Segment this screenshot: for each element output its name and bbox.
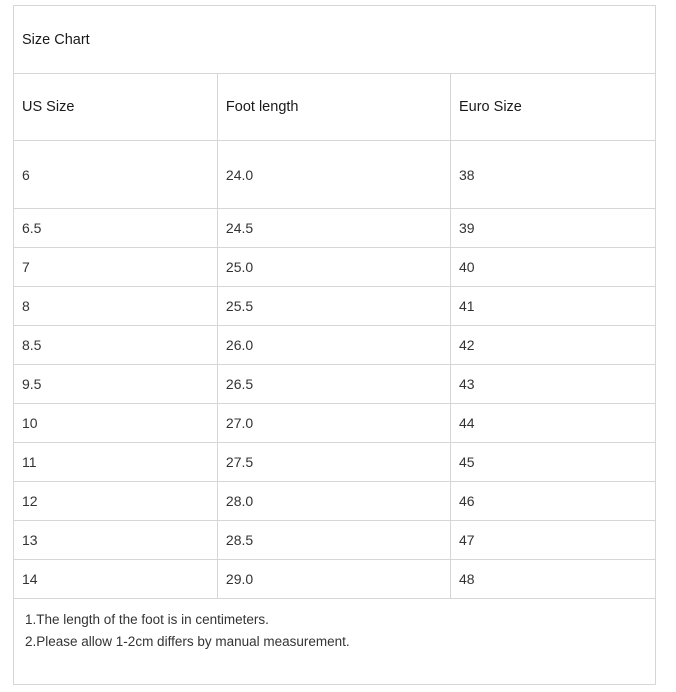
- cell-us-size: 10: [14, 404, 218, 443]
- table-row: [14, 248, 656, 287]
- table-row: [14, 141, 656, 209]
- cell-euro-size: 39: [450, 209, 655, 248]
- cell-us-size: 9.5: [14, 365, 218, 404]
- cell-us-size: 7: [14, 248, 218, 287]
- cell-foot-length: 24.0: [217, 141, 450, 209]
- cell-euro-size: 47: [450, 521, 655, 560]
- table-title: Size Chart: [14, 6, 656, 74]
- cell-us-size: 6.5: [14, 209, 218, 248]
- table-row: [14, 560, 656, 599]
- cell-euro-size: 48: [450, 560, 655, 599]
- cell-foot-length: 28.5: [217, 521, 450, 560]
- note-line: 2.Please allow 1-2cm differs by manual measurement.: [25, 634, 350, 649]
- cell-us-size: 14: [14, 560, 218, 599]
- table-row: [14, 482, 656, 521]
- cell-euro-size: 38: [450, 141, 655, 209]
- note-line: 1.The length of the foot is in centimeters.: [25, 612, 269, 627]
- cell-us-size: 12: [14, 482, 218, 521]
- cell-euro-size: 45: [450, 443, 655, 482]
- cell-us-size: 8.5: [14, 326, 218, 365]
- cell-foot-length: 27.0: [217, 404, 450, 443]
- notes-cell: [14, 599, 656, 685]
- cell-foot-length: 25.0: [217, 248, 450, 287]
- header-foot-length: Foot length: [217, 74, 450, 141]
- notes-row: [14, 599, 656, 685]
- cell-foot-length: 29.0: [217, 560, 450, 599]
- cell-euro-size: 44: [450, 404, 655, 443]
- cell-us-size: 6: [14, 141, 218, 209]
- cell-euro-size: 43: [450, 365, 655, 404]
- cell-us-size: 11: [14, 443, 218, 482]
- title-row: [14, 6, 656, 74]
- cell-foot-length: 28.0: [217, 482, 450, 521]
- table-row: [14, 365, 656, 404]
- table-row: [14, 287, 656, 326]
- cell-euro-size: 40: [450, 248, 655, 287]
- cell-foot-length: 27.5: [217, 443, 450, 482]
- table-row: [14, 443, 656, 482]
- cell-euro-size: 41: [450, 287, 655, 326]
- table-row: [14, 521, 656, 560]
- header-row: [14, 74, 656, 141]
- header-us-size: US Size: [14, 74, 218, 141]
- cell-foot-length: 24.5: [217, 209, 450, 248]
- size-chart-table: [13, 5, 656, 685]
- cell-euro-size: 42: [450, 326, 655, 365]
- cell-us-size: 13: [14, 521, 218, 560]
- table-row: [14, 404, 656, 443]
- table-row: [14, 209, 656, 248]
- header-euro-size: Euro Size: [450, 74, 655, 141]
- table-row: [14, 326, 656, 365]
- cell-us-size: 8: [14, 287, 218, 326]
- cell-foot-length: 25.5: [217, 287, 450, 326]
- cell-euro-size: 46: [450, 482, 655, 521]
- cell-foot-length: 26.5: [217, 365, 450, 404]
- cell-foot-length: 26.0: [217, 326, 450, 365]
